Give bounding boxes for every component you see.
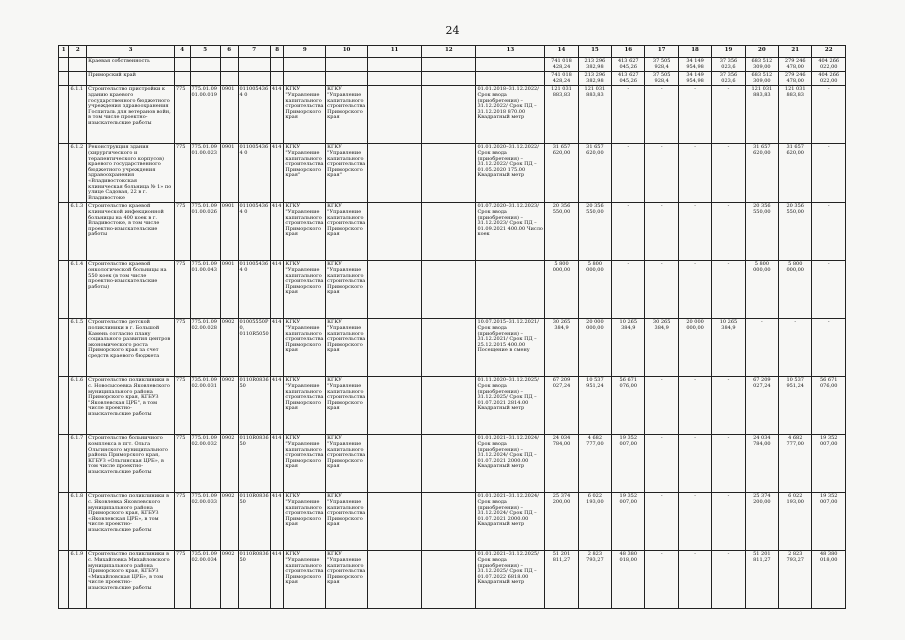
- table-cell: Строительство больничного комплекса в пгт. Ольга Ольгинского муниципального района Приморского края, КГБУЗ «Ольгинская ЦРБ», в том числе проектно-изыскательские работы: [87, 435, 175, 493]
- amount-cell: -: [645, 144, 678, 203]
- amount-cell: 6 022 193,00: [578, 493, 611, 551]
- table-cell: [367, 86, 421, 144]
- summary-row: [59, 72, 846, 86]
- table-cell: 0902: [220, 551, 238, 609]
- table-cell: 414: [270, 86, 284, 144]
- table-cell: 01.07.2020–31.12.2023/ Срок ввода (приобретения) – 31.12.2023/ Срок ПД – 01.09.2021 400.00 Число коек: [476, 203, 545, 261]
- table-cell: 775.01.0902.00.028: [190, 319, 220, 377]
- amount-cell: 20 356 550,00: [545, 203, 578, 261]
- amount-cell: 683 512 309,00: [745, 72, 778, 86]
- amount-cell: -: [678, 86, 711, 144]
- budget-table: [58, 45, 846, 609]
- table-cell: 6.1.7: [69, 435, 87, 493]
- table-cell: [59, 261, 69, 319]
- table-cell: КГКУ "Управление капитального строительства Приморского края: [284, 86, 326, 144]
- amount-cell: 56 671 076,00: [612, 377, 645, 435]
- table-cell: [59, 493, 69, 551]
- amount-cell: 279 246 478,00: [779, 72, 812, 86]
- amount-cell: 4 682 777,00: [578, 435, 611, 493]
- table-cell: КГКУ "Управление капитального строительства Приморского края: [326, 377, 368, 435]
- amount-cell: 213 296 382,98: [578, 58, 611, 72]
- table-cell: [422, 551, 476, 609]
- table-cell: [367, 144, 421, 203]
- amount-cell: 741 018 428,24: [545, 58, 578, 72]
- table-cell: Строительство поликлиники в с. Новосысоевка Яковлевского муниципального района Приморского края, КГБУЗ "Яковлевская ЦРБ", в том числе проектно-изыскательские работы: [87, 377, 175, 435]
- amount-cell: 404 266 022,00: [812, 58, 846, 72]
- table-cell: [59, 377, 69, 435]
- amount-cell: 5 800 000,00: [578, 261, 611, 319]
- amount-cell: -: [678, 551, 711, 609]
- amount-cell: 51 201 811,27: [545, 551, 578, 609]
- table-cell: 775.01.0901.00.026: [190, 203, 220, 261]
- amount-cell: 20 000 000,00: [578, 319, 611, 377]
- amount-cell: 31 657 620,00: [545, 144, 578, 203]
- table-row: [59, 435, 846, 493]
- table-cell: 775.01.0901.00.043: [190, 261, 220, 319]
- table-cell: 414: [270, 261, 284, 319]
- table-cell: 775: [174, 144, 190, 203]
- header-cell: 3: [87, 46, 175, 58]
- table-cell: 775.01.0901.00.023: [190, 144, 220, 203]
- amount-cell: -: [712, 144, 745, 203]
- amount-cell: 25 374 200,00: [745, 493, 778, 551]
- table-cell: 0110054364 0: [238, 86, 270, 144]
- amount-cell: -: [678, 377, 711, 435]
- table-cell: 775: [174, 377, 190, 435]
- amount-cell: -: [812, 261, 846, 319]
- table-cell: КГКУ "Управление капитального строительства Приморского края: [284, 203, 326, 261]
- table-cell: 6.1.5: [69, 319, 87, 377]
- table-row: [59, 261, 846, 319]
- amount-cell: -: [712, 203, 745, 261]
- amount-cell: 10 265 384,9: [712, 319, 745, 377]
- amount-cell: -: [645, 203, 678, 261]
- header-cell: 10: [326, 46, 368, 58]
- table-row: [59, 493, 846, 551]
- amount-cell: 121 031 883,83: [578, 86, 611, 144]
- page-number: 24: [445, 24, 460, 37]
- amount-cell: -: [645, 493, 678, 551]
- header-cell: 2: [69, 46, 87, 58]
- table-cell: 0901: [220, 261, 238, 319]
- amount-cell: -: [645, 435, 678, 493]
- table-cell: 0110054364 0: [238, 261, 270, 319]
- table-cell: 775.01.0902.00.033: [190, 493, 220, 551]
- amount-cell: -: [612, 203, 645, 261]
- amount-cell: 19 352 007,00: [612, 493, 645, 551]
- table-cell: [422, 319, 476, 377]
- amount-cell: 404 266 022,00: [812, 72, 846, 86]
- header-cell: 13: [476, 46, 545, 58]
- table-cell: [284, 58, 326, 72]
- amount-cell: 10 265 384,9: [612, 319, 645, 377]
- table-cell: 414: [270, 319, 284, 377]
- table-cell: КГКУ "Управление капитального строительства Приморского края: [326, 203, 368, 261]
- amount-cell: 56 671 076,00: [812, 377, 846, 435]
- header-cell: 11: [367, 46, 421, 58]
- table-cell: КГКУ "Управление капитального строительства Приморского края: [326, 435, 368, 493]
- header-cell: 19: [712, 46, 745, 58]
- amount-cell: 5 800 000,00: [545, 261, 578, 319]
- table-cell: КГКУ "Управление капитального строительства Приморского края: [326, 551, 368, 609]
- amount-cell: 24 034 784,00: [545, 435, 578, 493]
- header-cell: 22: [812, 46, 846, 58]
- amount-cell: 51 201 811,27: [745, 551, 778, 609]
- amount-cell: 37 356 023,6: [712, 58, 745, 72]
- amount-cell: 31 657 620,00: [745, 144, 778, 203]
- table-cell: 6.1.1: [69, 86, 87, 144]
- amount-cell: 213 296 382,98: [578, 72, 611, 86]
- header-cell: 12: [422, 46, 476, 58]
- amount-cell: 30 265 384,9: [645, 319, 678, 377]
- table-cell: 6.1.4: [69, 261, 87, 319]
- amount-cell: -: [645, 377, 678, 435]
- table-cell: [367, 72, 421, 86]
- table-cell: [422, 72, 476, 86]
- amount-cell: -: [678, 144, 711, 203]
- table-cell: [367, 203, 421, 261]
- table-cell: [284, 72, 326, 86]
- amount-cell: -: [812, 144, 846, 203]
- table-cell: 775: [174, 551, 190, 609]
- table-cell: [422, 203, 476, 261]
- table-cell: [476, 58, 545, 72]
- table-cell: [422, 435, 476, 493]
- table-cell: [174, 72, 190, 86]
- amount-cell: -: [645, 86, 678, 144]
- table-cell: 0901: [220, 144, 238, 203]
- header-cell: 14: [545, 46, 578, 58]
- amount-cell: 37 505 928,4: [645, 58, 678, 72]
- amount-cell: 5 800 000,00: [745, 261, 778, 319]
- header-cell: 17: [645, 46, 678, 58]
- table-cell: [238, 58, 270, 72]
- table-cell: [59, 203, 69, 261]
- table-cell: 775.01.0902.00.032: [190, 435, 220, 493]
- table-cell: 0110054364 0: [238, 144, 270, 203]
- header-cell: 7: [238, 46, 270, 58]
- amount-cell: 37 505 928,4: [645, 72, 678, 86]
- table-cell: 735.01.0902.00.031: [190, 377, 220, 435]
- table-cell: [367, 377, 421, 435]
- table-cell: 775: [174, 319, 190, 377]
- table-cell: 0901: [220, 203, 238, 261]
- table-cell: 01.11.2020–31.12.2025/ Срок ввода (приобретения) – 31.12.2025/ Срок ПД – 01.07.2021 2814.00 Квадратный метр: [476, 377, 545, 435]
- table-cell: [59, 435, 69, 493]
- table-cell: 0110R0836 50: [238, 377, 270, 435]
- amount-cell: -: [712, 377, 745, 435]
- table-cell: [367, 319, 421, 377]
- table-cell: [59, 58, 69, 72]
- table-row: [59, 319, 846, 377]
- amount-cell: 19 352 007,00: [812, 493, 846, 551]
- table-cell: 0902: [220, 493, 238, 551]
- amount-cell: 121 031 883,83: [779, 86, 812, 144]
- table-cell: [367, 261, 421, 319]
- table-cell: КГКУ "Управление капитального строительства Приморского края: [326, 261, 368, 319]
- amount-cell: -: [612, 86, 645, 144]
- amount-cell: 121 031 883,83: [745, 86, 778, 144]
- table-row: [59, 86, 846, 144]
- table-cell: [367, 58, 421, 72]
- amount-cell: 2 823 793,27: [578, 551, 611, 609]
- table-cell: КГКУ "Управление капитального строительства Приморского края: [326, 86, 368, 144]
- header-cell: 1: [59, 46, 69, 58]
- amount-cell: 6 022 193,00: [779, 493, 812, 551]
- amount-cell: 2 823 793,27: [779, 551, 812, 609]
- header-cell: 18: [678, 46, 711, 58]
- amount-cell: -: [612, 144, 645, 203]
- table-cell: 01.01.2018–31.12.2022/ Срок ввода (приобретения) – 31.12.2022/ Срок ПД – 31.12.2018 870.00 Квадратный метр: [476, 86, 545, 144]
- table-cell: 775: [174, 203, 190, 261]
- table-cell: 414: [270, 551, 284, 609]
- amount-cell: 30 265 384,9: [545, 319, 578, 377]
- table-cell: КГКУ "Управление капитального строительства Приморского края: [284, 319, 326, 377]
- amount-cell: -: [812, 203, 846, 261]
- amount-cell: -: [645, 261, 678, 319]
- table-row: [59, 377, 846, 435]
- table-cell: КГКУ "Управление капитального строительства Приморского края: [284, 551, 326, 609]
- summary-label: Краевая собственность: [87, 58, 175, 72]
- header-cell: 21: [779, 46, 812, 58]
- table-cell: 10.07.2015–31.12.2021/ Срок ввода (приобретения) – 31.12.2021/ Срок ПД – 25.12.2015 400.00 Посещение в смену: [476, 319, 545, 377]
- header-cell: 20: [745, 46, 778, 58]
- table-cell: [59, 319, 69, 377]
- header-cell: 8: [270, 46, 284, 58]
- amount-cell: -: [712, 435, 745, 493]
- table-cell: Реконструкция здания (хирургического и терапевтического корпусов) краевого государственного бюджетного учреждения здравоохранения «Владивостокская клиническая больница № 1» по улице Садовая, 22 в г. Владивостоке: [87, 144, 175, 203]
- table-cell: [326, 58, 368, 72]
- table-cell: 0110R0836 50: [238, 435, 270, 493]
- table-cell: 775: [174, 86, 190, 144]
- table-cell: КГКУ "Управление капитального строительства Приморского края: [326, 319, 368, 377]
- table-cell: [69, 72, 87, 86]
- amount-cell: 741 018 428,24: [545, 72, 578, 86]
- table-cell: [174, 58, 190, 72]
- table-cell: [270, 58, 284, 72]
- header-cell: 4: [174, 46, 190, 58]
- amount-cell: 10 537 951,24: [578, 377, 611, 435]
- amount-cell: 24 034 784,00: [745, 435, 778, 493]
- table-header-row: [59, 46, 846, 58]
- table-cell: [59, 551, 69, 609]
- table-cell: 735.01.0902.00.034: [190, 551, 220, 609]
- table-cell: 01005550P0, 0110R5050: [238, 319, 270, 377]
- table-cell: 775: [174, 493, 190, 551]
- header-cell: 5: [190, 46, 220, 58]
- table-row: [59, 203, 846, 261]
- table-cell: КГКУ "Управление капитального строительства Приморского края: [326, 493, 368, 551]
- amount-cell: -: [678, 261, 711, 319]
- table-cell: [367, 551, 421, 609]
- table-cell: КГКУ "Управление капитального строительства Приморского края: [284, 435, 326, 493]
- table-cell: [422, 86, 476, 144]
- table-cell: 775: [174, 435, 190, 493]
- table-cell: 414: [270, 435, 284, 493]
- table-cell: КГКУ "Управление капитального строительства Приморского края": [326, 144, 368, 203]
- amount-cell: 19 352 007,00: [612, 435, 645, 493]
- table-cell: 0902: [220, 377, 238, 435]
- table-cell: 775.01.0901.00.019: [190, 86, 220, 144]
- amount-cell: 31 657 620,00: [779, 144, 812, 203]
- table-cell: Строительство детской поликлиники в г. Большой Камень согласно плану социального развития центров экономического роста Приморского края за счет средств краевого бюджета: [87, 319, 175, 377]
- table-cell: [422, 58, 476, 72]
- table-cell: 0902: [220, 319, 238, 377]
- amount-cell: 413 627 045,26: [612, 72, 645, 86]
- table-cell: [422, 493, 476, 551]
- table-cell: 0110054364 0: [238, 203, 270, 261]
- amount-cell: 20 000 000,00: [678, 319, 711, 377]
- amount-cell: 37 356 023,6: [712, 72, 745, 86]
- table-cell: 01.01.2020–31.12.2022/ Срок ввода (приобретения) – 31.12.2022/ Срок ПД – 01.05.2020 175.00 Квадратный метр: [476, 144, 545, 203]
- amount-cell: 20 356 550,00: [578, 203, 611, 261]
- table-cell: [69, 58, 87, 72]
- table-cell: 6.1.3: [69, 203, 87, 261]
- amount-cell: -: [678, 203, 711, 261]
- table-cell: [220, 58, 238, 72]
- amount-cell: 48 380 018,00: [612, 551, 645, 609]
- table-cell: [476, 261, 545, 319]
- table-cell: КГКУ "Управление капитального строительства Приморского края: [284, 493, 326, 551]
- table-cell: 01.01.2021–31.12.2025/ Срок ввода (приобретения) – 31.12.2025/ Срок ПД – 01.07.2022 6818.00 Квадратный метр: [476, 551, 545, 609]
- amount-cell: 683 512 309,00: [745, 58, 778, 72]
- amount-cell: 31 657 620,00: [578, 144, 611, 203]
- amount-cell: 67 209 027,24: [745, 377, 778, 435]
- table-cell: [59, 72, 69, 86]
- table-cell: КГКУ "Управление капитального строительства Приморского края: [284, 377, 326, 435]
- amount-cell: -: [812, 319, 846, 377]
- header-cell: 6: [220, 46, 238, 58]
- amount-cell: 279 246 478,00: [779, 58, 812, 72]
- table-cell: [190, 72, 220, 86]
- table-cell: 414: [270, 203, 284, 261]
- amount-cell: -: [712, 86, 745, 144]
- amount-cell: -: [712, 551, 745, 609]
- table-cell: 6.1.2: [69, 144, 87, 203]
- amount-cell: 121 031 883,83: [545, 86, 578, 144]
- table-cell: [422, 261, 476, 319]
- amount-cell: -: [712, 261, 745, 319]
- amount-cell: 34 149 954,98: [678, 72, 711, 86]
- table-cell: [238, 72, 270, 86]
- header-cell: 9: [284, 46, 326, 58]
- table-cell: [326, 72, 368, 86]
- table-cell: [422, 377, 476, 435]
- table-cell: 01.01.2021–31.12.2024/ Срок ввода (приобретения) – 31.12.2024/ Срок ПД – 01.07.2021 2000.00 Квадратный метр: [476, 435, 545, 493]
- table-cell: [59, 144, 69, 203]
- amount-cell: 67 209 027,24: [545, 377, 578, 435]
- summary-label: Приморский край: [87, 72, 175, 86]
- table-cell: [367, 435, 421, 493]
- table-cell: [422, 144, 476, 203]
- table-cell: 01.01.2021–31.12.2024/ Срок ввода (приобретения) – 31.12.2024/ Срок ПД – 01.07.2021 2000.00 Квадратный метр: [476, 493, 545, 551]
- table-cell: Строительство краевой онкологической больницы на 550 коек (в том числе проектно-изыскательские работы): [87, 261, 175, 319]
- table-cell: 0901: [220, 86, 238, 144]
- table-cell: [270, 72, 284, 86]
- table-cell: [190, 58, 220, 72]
- header-cell: 16: [612, 46, 645, 58]
- amount-cell: 20 356 550,00: [745, 203, 778, 261]
- amount-cell: 413 627 045,26: [612, 58, 645, 72]
- amount-cell: -: [612, 261, 645, 319]
- table-cell: 414: [270, 377, 284, 435]
- amount-cell: 5 800 000,00: [779, 261, 812, 319]
- table-row: [59, 551, 846, 609]
- amount-cell: 4 682 777,00: [779, 435, 812, 493]
- table-cell: 414: [270, 144, 284, 203]
- table-cell: Строительство краевой клинической инфекционной больницы на 400 коек в г. Владивостоке, в том числе проектно-изыскательские работы: [87, 203, 175, 261]
- table-cell: КГКУ "Управление капитального строительства Приморского края: [284, 261, 326, 319]
- amount-cell: 10 537 951,24: [779, 377, 812, 435]
- amount-cell: -: [678, 435, 711, 493]
- amount-cell: -: [745, 319, 778, 377]
- table-cell: [476, 72, 545, 86]
- table-cell: Строительство поликлиники в с. Яковлевка Яковлевского муниципального района Приморского края, КГБУЗ «Яковлевская ЦРБ», в том числе проектно-изыскательские работы: [87, 493, 175, 551]
- table-cell: [367, 493, 421, 551]
- amount-cell: 34 149 954,98: [678, 58, 711, 72]
- table-cell: Строительство поликлиники в с. Михайловка Михайловского муниципального района Приморского края, КГБУЗ «Михайловская ЦРБ», в том числе проектно-изыскательские работы: [87, 551, 175, 609]
- summary-row: [59, 58, 846, 72]
- table-cell: [59, 86, 69, 144]
- amount-cell: 48 380 018,00: [812, 551, 846, 609]
- table-cell: 0110R0836 50: [238, 551, 270, 609]
- table-cell: 0110R0836 50: [238, 493, 270, 551]
- table-cell: 0902: [220, 435, 238, 493]
- table-cell: 6.1.9: [69, 551, 87, 609]
- amount-cell: 25 374 200,00: [545, 493, 578, 551]
- header-cell: 15: [578, 46, 611, 58]
- amount-cell: -: [678, 493, 711, 551]
- amount-cell: -: [779, 319, 812, 377]
- table-cell: 414: [270, 493, 284, 551]
- table-row: [59, 144, 846, 203]
- amount-cell: -: [645, 551, 678, 609]
- amount-cell: 19 352 007,00: [812, 435, 846, 493]
- table-cell: [220, 72, 238, 86]
- amount-cell: -: [812, 86, 846, 144]
- table-cell: Строительство пристройки к зданию краевого государственного бюджетного учреждения здравоохранения Госпиталь для ветеранов войн, в том числе проектно-изыскательские работы: [87, 86, 175, 144]
- table-cell: 6.1.6: [69, 377, 87, 435]
- table-cell: 6.1.8: [69, 493, 87, 551]
- amount-cell: -: [712, 493, 745, 551]
- table-cell: КГКУ "Управление капитального строительства Приморского края": [284, 144, 326, 203]
- table-cell: 775: [174, 261, 190, 319]
- amount-cell: 20 356 550,00: [779, 203, 812, 261]
